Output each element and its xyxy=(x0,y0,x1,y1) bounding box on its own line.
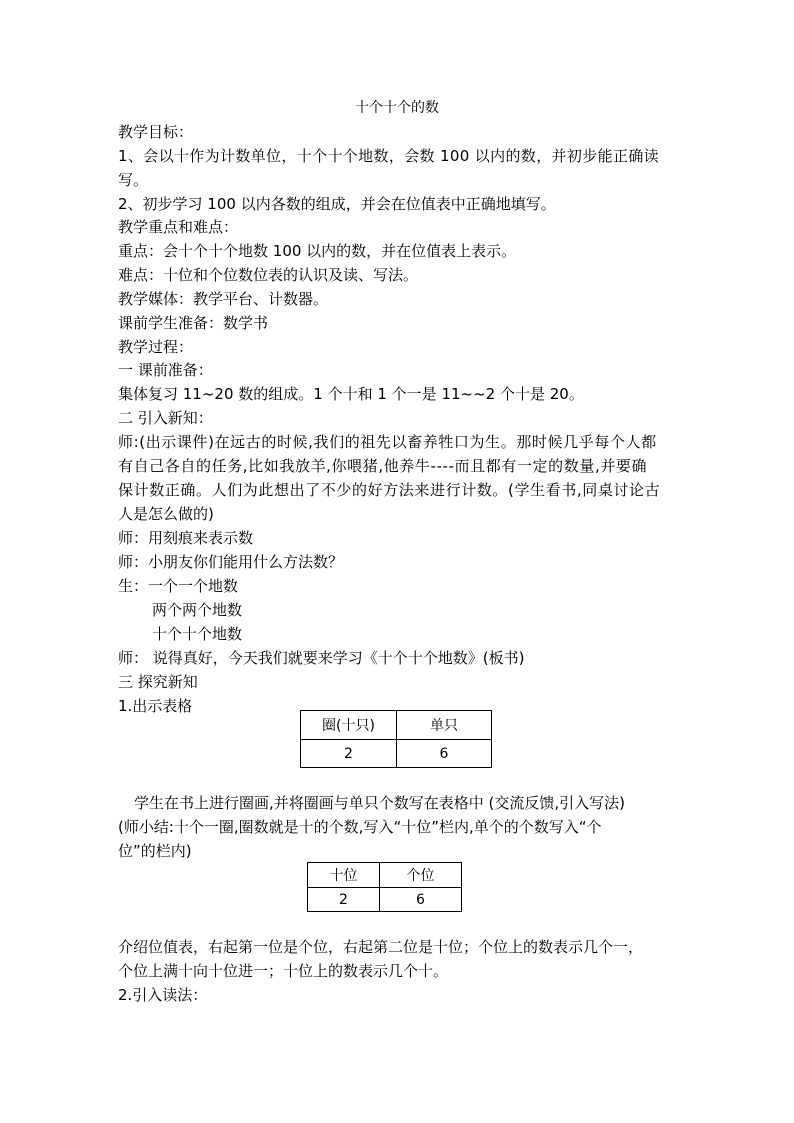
table-header-cell: 单只 xyxy=(397,711,492,740)
objective-1-line-a: 1、会以十作为计数单位，十个十个地数，会数 100 以内的数，并初步能正确读 xyxy=(118,147,660,165)
process-heading: 教学过程： xyxy=(118,338,194,356)
step-2-heading: 2.引入读法： xyxy=(118,986,208,1004)
table-header-cell: 圈(十只) xyxy=(301,711,397,740)
story-line-4: 人是怎么做的) xyxy=(118,505,214,523)
activity-line-3: 位”的栏内) xyxy=(118,842,192,860)
table-header-cell: 十位 xyxy=(308,863,380,888)
teacher-line-3: 师： 说得真好，今天我们就要来学习《十个十个地数》(板书) xyxy=(118,649,525,667)
student-line-2: 两个两个地数 xyxy=(152,601,243,619)
activity-line-1: 学生在书上进行圈画,并将圈画与单只个数写在表格中 (交流反馈,引入写法) xyxy=(134,794,626,812)
activity-line-2: (师小结:十个一圈,圈数就是十的个数,写入“十位”栏内,单个的个数写入“个 xyxy=(118,818,602,836)
story-line-1: 师:(出示课件)在远古的时候,我们的祖先以畜养牲口为生。那时候几乎每个人都 xyxy=(118,433,657,451)
circle-count-table xyxy=(300,710,492,768)
table-header-cell: 个位 xyxy=(380,863,462,888)
table-cell: 2 xyxy=(308,888,380,912)
table-cell: 6 xyxy=(397,740,492,768)
place-value-table xyxy=(307,862,462,912)
objective-1-line-b: 写。 xyxy=(118,171,149,189)
student-preparation: 课前学生准备：数学书 xyxy=(118,314,269,332)
story-line-2: 有自己各自的任务,比如我放羊,你喂猪,他养牛----而且都有一定的数量,并要确 xyxy=(118,457,648,475)
step-1-heading: 1.出示表格 xyxy=(118,697,193,715)
place-value-explanation-2: 个位上满十向十位进一；十位上的数表示几个十。 xyxy=(118,962,449,980)
student-line-1: 生：一个一个地数 xyxy=(118,577,239,595)
objectives-heading: 教学目标： xyxy=(118,123,194,141)
story-line-3: 保计数正确。人们为此想出了不少的好方法来进行计数。(学生看书,同桌讨论古 xyxy=(118,481,661,499)
section-1-heading: 一 课前准备： xyxy=(118,361,213,379)
teaching-media: 教学媒体：教学平台、计数器。 xyxy=(118,290,329,308)
teacher-line-2: 师：小朋友你们能用什么方法数？ xyxy=(118,553,344,571)
table-cell: 2 xyxy=(301,740,397,768)
place-value-explanation-1: 介绍位值表，右起第一位是个位，右起第二位是十位；个位上的数表示几个一， xyxy=(118,938,644,956)
difficulty: 难点：十位和个位数位表的认识及读、写法。 xyxy=(118,266,419,284)
review-line: 集体复习 11~20 数的组成。1 个十和 1 个一是 11~~2 个十是 20。 xyxy=(118,385,584,403)
page-title: 十个十个的数 xyxy=(355,100,439,116)
section-2-heading: 二 引入新知： xyxy=(118,409,213,427)
student-line-3: 十个十个地数 xyxy=(152,625,243,643)
key-points-heading: 教学重点和难点： xyxy=(118,218,239,236)
key-point: 重点：会十个十个地数 100 以内的数，并在位值表上表示。 xyxy=(118,242,517,260)
table-cell: 6 xyxy=(380,888,462,912)
teacher-line-1: 师：用刻痕来表示数 xyxy=(118,529,254,547)
section-3-heading: 三 探究新知 xyxy=(118,673,198,691)
objective-2: 2、初步学习 100 以内各数的组成，并会在位值表中正确地填写。 xyxy=(118,195,556,213)
